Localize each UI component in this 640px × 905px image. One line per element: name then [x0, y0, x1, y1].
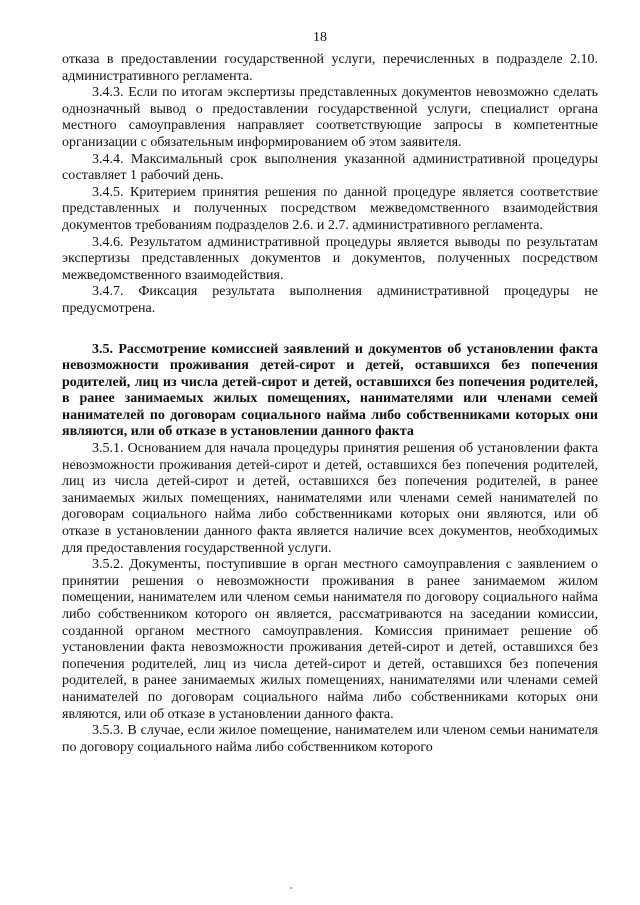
scan-speck	[290, 887, 292, 889]
page-number: 18	[313, 30, 327, 45]
paragraph-3-4-5: 3.4.5. Критерием принятия решения по данной процедуре является соответствие представленных и полученных посредством межведомственного взаимодействия документов требованиям подразделов 2.6. и 2.7. административного регламента.	[62, 184, 598, 233]
paragraph-3-4-7: 3.4.7. Фиксация результата выполнения административной процедуры не предусмотрена.	[62, 284, 598, 316]
paragraph-3-5-3: 3.5.3. В случае, если жилое помещение, нанимателем или членом семьи нанимателя по договору социального найма либо собственником которого	[62, 723, 598, 755]
paragraph-3-5-1: 3.5.1. Основанием для начала процедуры принятия решения об установлении факта невозможности проживания детей-сирот и детей, оставшихся без попечения родителей, лиц из числа детей-сирот и детей, оставшихся без попечения родителей, в ранее занимаемых жилых помещениях, нанимателями или членами семей нанимателей по договорам социального найма либо собственниками которых они являются, или об отказе в установлении данного факта является наличие всех документов, необходимых для предоставления государственной услуги.	[62, 441, 598, 556]
paragraph-3-4-6: 3.4.6. Результатом административной процедуры является выводы по результатам экспертизы представленных документов и документов, полученных посредством межведомственного взаимодействия.	[62, 234, 598, 283]
paragraph-continuation: отказа в предоставлении государственной услуги, перечисленных в подразделе 2.10. административного регламента.	[62, 52, 598, 84]
paragraph-3-4-3: 3.4.3. Если по итогам экспертизы представленных документов невозможно сделать однозначный вывод о предоставлении государственной услуги, специалист органа местного самоуправления направляет соответствующие запросы в компетентные организации с обязательным информированием об этом заявителя.	[62, 85, 598, 150]
paragraph-3-5-2: 3.5.2. Документы, поступившие в орган местного самоуправления с заявлением о принятии решения о невозможности проживания в ранее занимаемом жилом помещении, нанимателем или членом семьи нанимателя по договору социального найма либо собственником которого он является, рассматриваются на заседании комиссии, созданной органом местного самоуправления. Комиссия принимает решение об установлении факта невозможности проживания детей-сирот и детей, оставшихся без попечения родителей, лиц из числа детей-сирот и детей, оставшихся без попечения родителей, в ранее занимаемых жилых помещениях, нанимателями или членами семей нанимателей по договорам социального найма либо собственниками которых они являются, или об отказе в установлении данного факта.	[62, 557, 598, 722]
document-body	[62, 52, 598, 756]
section-heading-3-5: 3.5. Рассмотрение комиссией заявлений и документов об установлении факта невозможности проживания детей-сирот и детей, оставшихся без попечения родителей, лиц из числа детей-сирот и детей, оставшихся без попечения родителей, в ранее занимаемых жилых помещениях, нанимателями или членами семей нанимателей по договорам социального найма либо собственниками которых они являются, или об отказе в установлении данного факта	[62, 341, 598, 440]
paragraph-3-4-4: 3.4.4. Максимальный срок выполнения указанной административной процедуры составляет 1 рабочий день.	[62, 151, 598, 184]
